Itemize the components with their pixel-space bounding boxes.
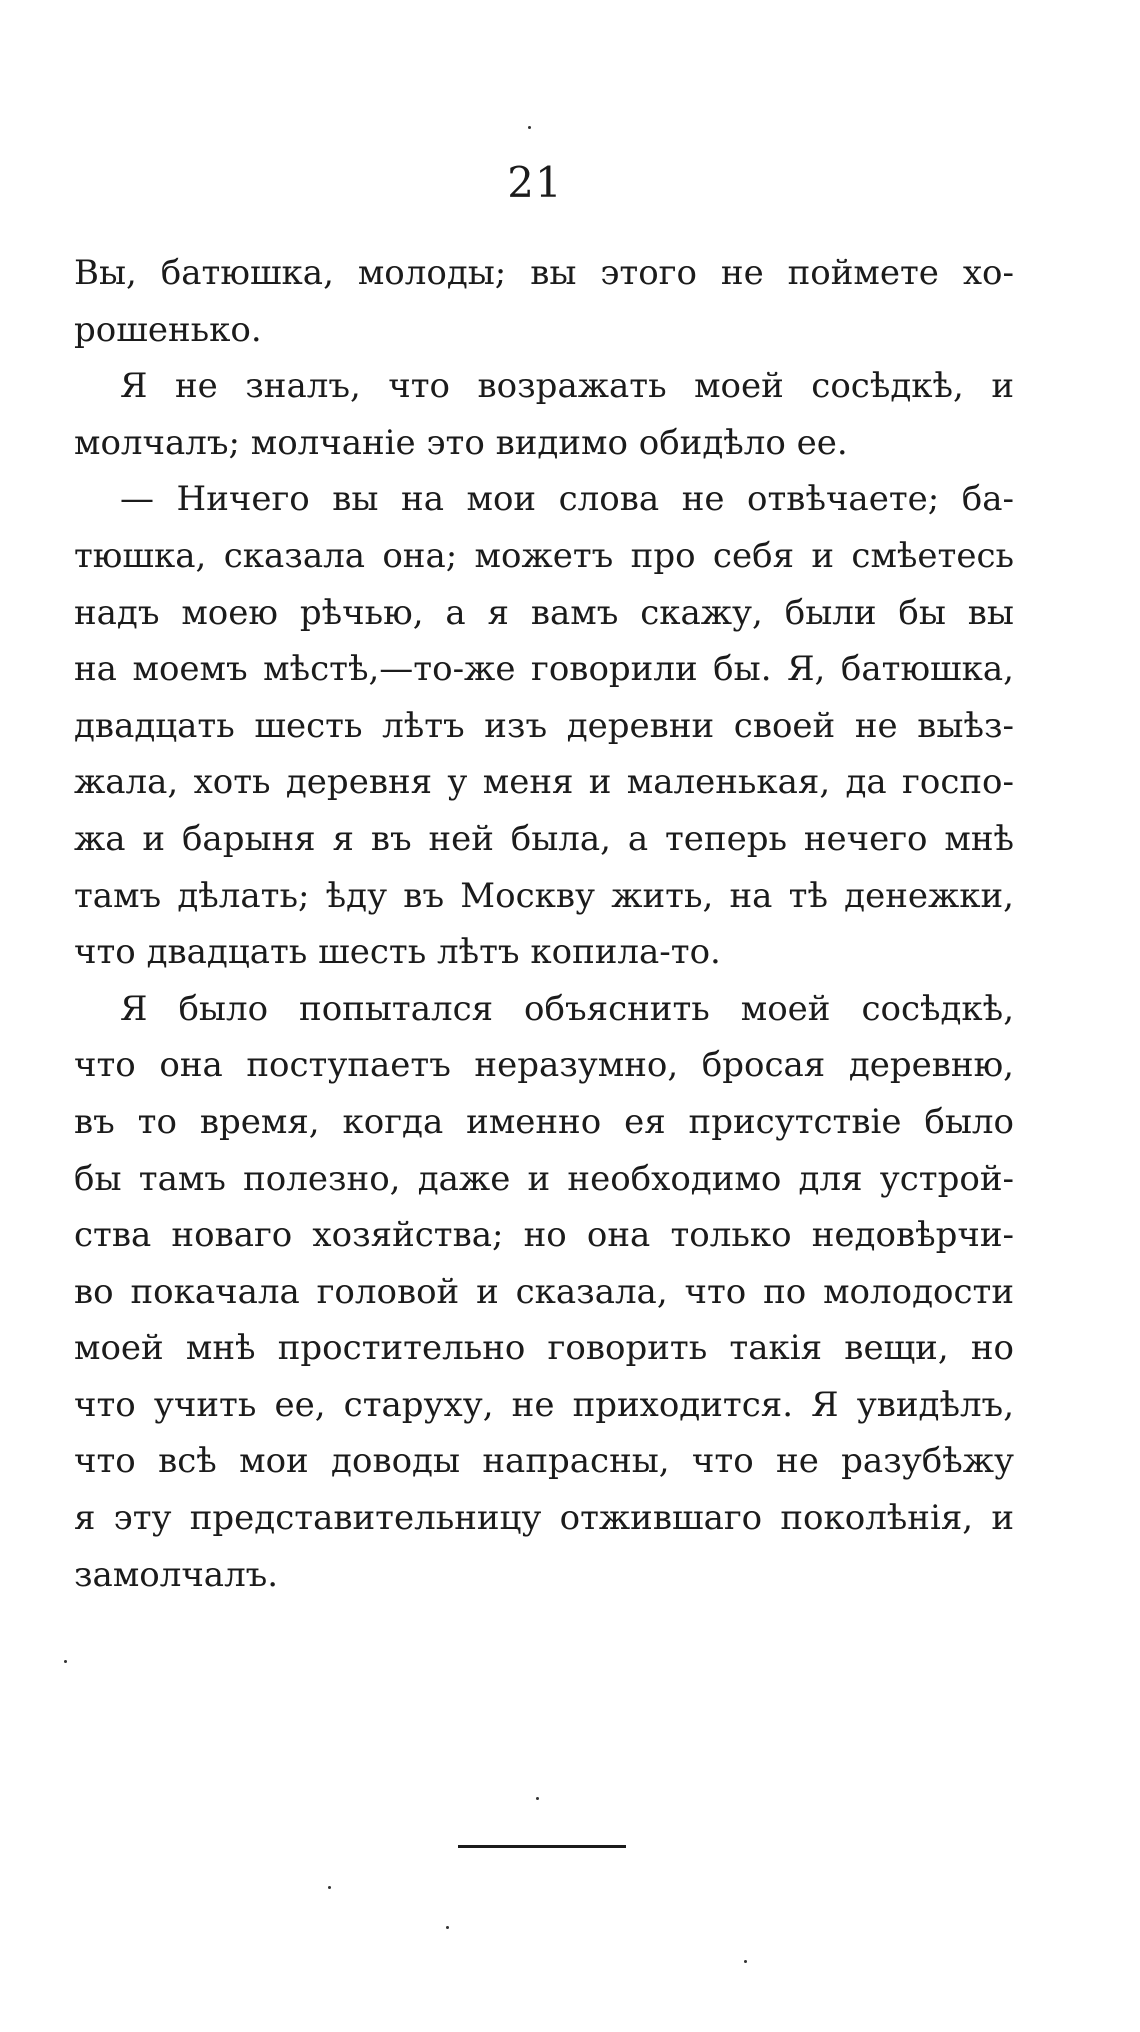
text-line: что учить ее, старуху, не приходится. Я увидѣлъ,: [74, 1384, 1014, 1425]
text-line: тюшка, сказала она; можетъ про себя и смѣетесь: [74, 535, 1014, 576]
text-line: замолчалъ.: [74, 1554, 279, 1595]
text-line: я эту представительницу отжившаго поколѣнія, и: [74, 1498, 1014, 1539]
text-line: бы тамъ полезно, даже и необходимо для устрой-: [74, 1158, 1014, 1199]
body-text: [74, 245, 1014, 1603]
text-line: — Ничего вы на мои слова не отвѣчаете; ба-: [120, 479, 1014, 520]
print-speck: [328, 1886, 331, 1889]
text-line: жа и барыня я въ ней была, а теперь нечего мнѣ: [74, 818, 1014, 859]
print-speck: [744, 1960, 747, 1963]
print-speck: [64, 1660, 67, 1663]
end-rule: [458, 1845, 626, 1848]
print-speck: [446, 1926, 449, 1929]
text-line: во покачала головой и сказала, что по молодости: [74, 1271, 1014, 1312]
text-line: Вы, батюшка, молоды; вы этого не поймете хо-: [74, 253, 1014, 293]
text-line: молчалъ; молчаніе это видимо обидѣло ее.: [74, 422, 848, 463]
text-line: жала, хоть деревня у меня и маленькая, да госпо-: [74, 762, 1014, 803]
print-speck: [536, 1797, 539, 1800]
text-line: Я не зналъ, что возражать моей сосѣдкѣ, и: [120, 366, 1014, 407]
text-line: что двадцать шесть лѣтъ копила-то.: [74, 932, 721, 973]
print-speck: [528, 126, 531, 129]
text-line: рошенько.: [74, 309, 262, 350]
text-line: Я было попытался объяснить моей сосѣдкѣ,: [120, 988, 1014, 1029]
text-line: на моемъ мѣстѣ,—то-же говорили бы. Я, батюшка,: [74, 649, 1014, 690]
text-line: тамъ дѣлать; ѣду въ Москву жить, на тѣ денежки,: [74, 875, 1014, 916]
text-line: ства новаго хозяйства; но она только недовѣрчи-: [74, 1215, 1014, 1256]
text-line: что она поступаетъ неразумно, бросая деревню,: [74, 1045, 1014, 1086]
text-line: въ то время, когда именно ея присутствіе было: [74, 1101, 1014, 1142]
text-line: моей мнѣ простительно говорить такія вещи, но: [74, 1328, 1014, 1369]
text-line: что всѣ мои доводы напрасны, что не разубѣжу: [74, 1441, 1014, 1482]
text-line: надъ моею рѣчью, а я вамъ скажу, были бы вы: [74, 592, 1014, 633]
text-line: двадцать шесть лѣтъ изъ деревни своей не выѣз-: [74, 705, 1014, 746]
page-number: 21: [507, 158, 563, 207]
